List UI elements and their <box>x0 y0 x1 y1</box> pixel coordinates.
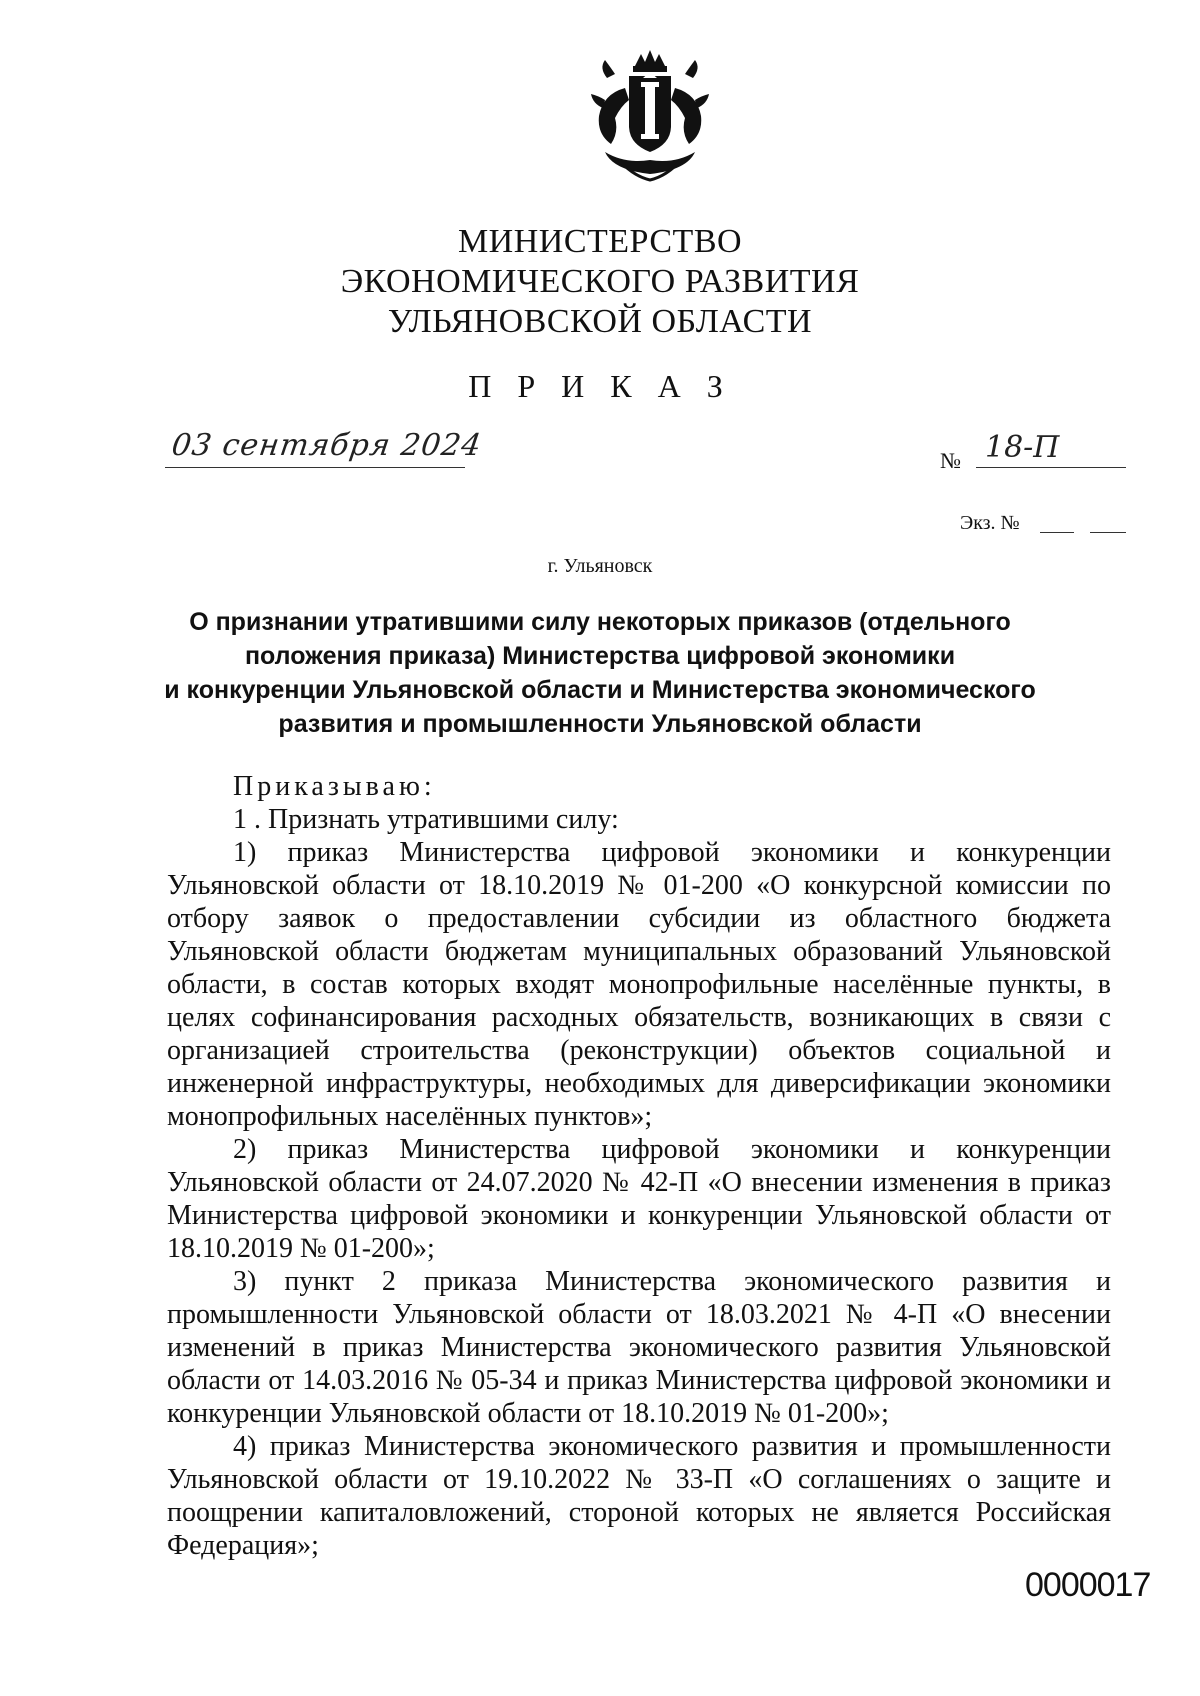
list-item-2: 2) приказ Министерства цифровой экономики и конкуренции Ульяновской области от 24.07.2020 № 42-П «О внесении изменения в приказ Министерства цифровой экономики и конкуренции Ульяновской области от 18.10.2019 № 01-200»; <box>167 1134 1111 1264</box>
ministry-line-3: УЛЬЯНОВСКОЙ ОБЛАСТИ <box>387 303 813 340</box>
coat-of-arms-emblem <box>585 48 715 183</box>
ministry-line-1: МИНИСТЕРСТВО <box>457 223 743 260</box>
document-subject <box>160 605 1040 741</box>
serial-number-stamp: 0000017 <box>1025 1566 1151 1604</box>
subject-line-4: развития и промышленности Ульяновской области <box>278 710 922 738</box>
document-body <box>167 770 1111 1562</box>
ministry-name <box>200 222 1000 342</box>
copy-number-label: Экз. № <box>960 512 1020 534</box>
date-underline <box>165 467 465 468</box>
number-label: № <box>940 448 961 473</box>
copy-number-blank-1 <box>1040 532 1074 533</box>
number-underline <box>976 467 1126 468</box>
handwritten-date: 03 сентября 2024 <box>169 428 485 463</box>
subject-line-2: положения приказа) Министерства цифровой экономики <box>244 642 956 670</box>
order-word: Приказываю: <box>233 771 436 802</box>
list-item-4: 4) приказ Министерства экономического развития и промышленности Ульяновской области от 19.10.2022 № 33-П «О соглашениях о защите и поощрении капиталовложений, стороной которых не является Российская Федерация»; <box>167 1431 1111 1561</box>
copy-number-blank-2 <box>1090 532 1126 533</box>
subject-line-3: и конкуренции Ульяновской области и Министерства экономического <box>164 676 1036 704</box>
handwritten-number: 18-П <box>985 430 1060 465</box>
document-type-title: П Р И К А З <box>468 368 732 404</box>
city: г. Ульяновск <box>547 555 653 577</box>
ministry-line-2: ЭКОНОМИЧЕСКОГО РАЗВИТИЯ <box>340 263 860 300</box>
list-item-1: 1) приказ Министерства цифровой экономики и конкуренции Ульяновской области от 18.10.2019 № 01-200 «О конкурсной комиссии по отбору заявок о предоставлении субсидии из областного бюджета Ульяновской области бюджетам муниципальных образований Ульяновской области, в состав которых входят монопрофильные населённые пункты, в целях софинансирования расходных обязательств, возникающих в связи с организацией строительства (реконструкции) объектов социальной и инженерной инфраструктуры, необходимых для диверсификации экономики монопрофильных населённых пунктов»; <box>167 837 1111 1132</box>
list-item-3: 3) пункт 2 приказа Министерства экономического развития и промышленности Ульяновской области от 18.03.2021 № 4-П «О внесении изменений в приказ Министерства экономического развития Ульяновской области от 14.03.2016 № 05-34 и приказ Министерства цифровой экономики и конкуренции Ульяновской области от 18.10.2019 № 01-200»; <box>167 1266 1111 1429</box>
paragraph-1: 1 . Признать утратившими силу: <box>233 804 619 835</box>
subject-line-1: О признании утратившими силу некоторых приказов (отдельного <box>189 608 1011 636</box>
